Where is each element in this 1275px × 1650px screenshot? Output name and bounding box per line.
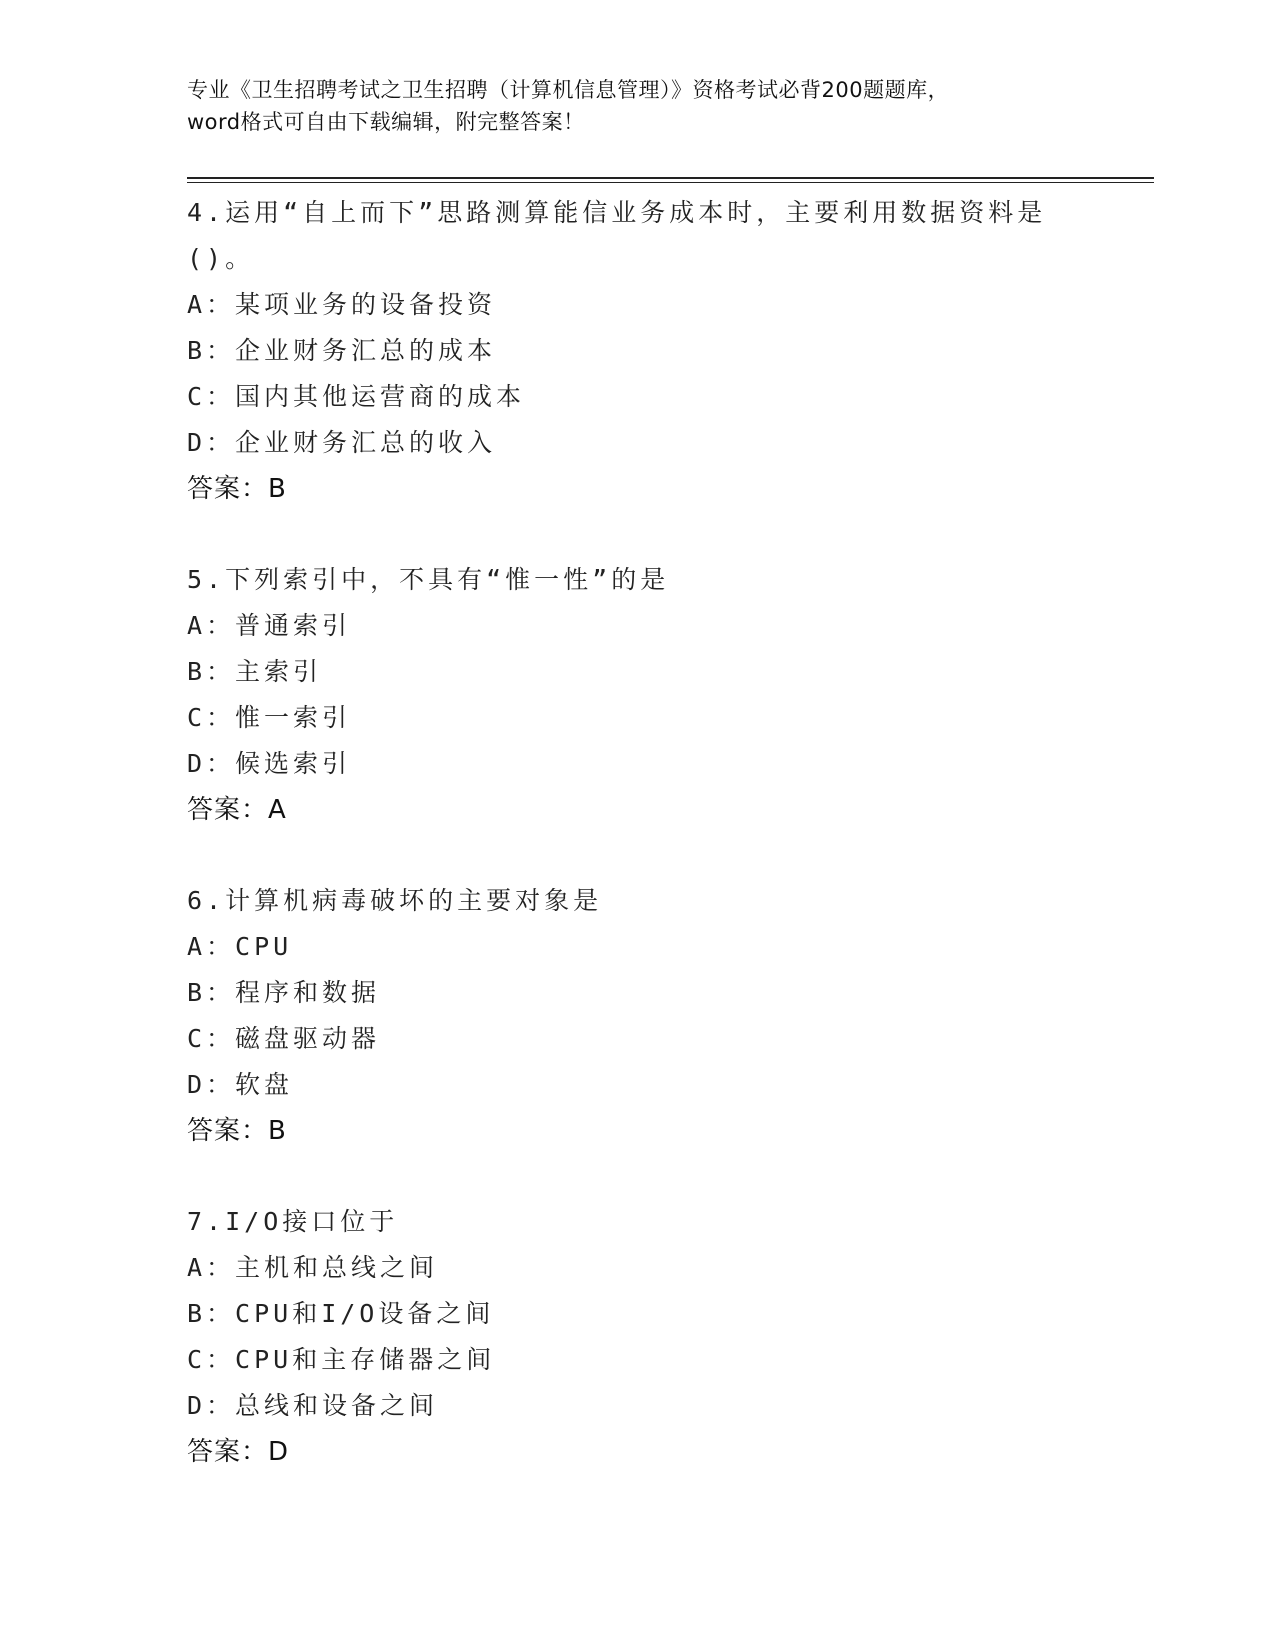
option-a: A：主机和总线之间 <box>187 1253 439 1282</box>
answer: 答案：B <box>187 1116 287 1146</box>
answer: 答案：A <box>187 795 287 825</box>
option-d: D：总线和设备之间 <box>187 1391 439 1420</box>
option-c: C：国内其他运营商的成本 <box>187 382 526 411</box>
question-list <box>187 190 1147 1520</box>
question-5 <box>187 557 1147 833</box>
header-divider-thin <box>187 182 1154 183</box>
option-c: C：CPU和主存储器之间 <box>187 1345 496 1374</box>
option-b: B：CPU和I/O设备之间 <box>187 1299 495 1328</box>
question-stem: 4.运用“自上而下”思路测算能信业务成本时，主要利用数据资料是 <box>187 198 1047 227</box>
question-7 <box>187 1199 1147 1475</box>
option-b: B：程序和数据 <box>187 978 381 1007</box>
header-line-2: word格式可自由下载编辑，附完整答案！ <box>187 110 585 134</box>
option-a: A：CPU <box>187 932 293 961</box>
option-d: D：软盘 <box>187 1070 294 1099</box>
option-a: A：某项业务的设备投资 <box>187 290 497 319</box>
answer: 答案：D <box>187 1437 290 1467</box>
option-d: D：企业财务汇总的收入 <box>187 428 497 457</box>
option-a: A：普通索引 <box>187 611 352 640</box>
question-6 <box>187 878 1147 1154</box>
header-divider-thick <box>187 177 1154 179</box>
document-header <box>187 74 1087 138</box>
question-4 <box>187 190 1147 512</box>
option-b: B：企业财务汇总的成本 <box>187 336 497 365</box>
option-c: C：磁盘驱动器 <box>187 1024 381 1053</box>
header-line-1: 专业《卫生招聘考试之卫生招聘（计算机信息管理）》资格考试必背200题题库， <box>187 78 950 102</box>
question-stem: 5.下列索引中，不具有“惟一性”的是 <box>187 565 670 594</box>
answer: 答案：B <box>187 474 287 504</box>
question-stem-continued: ()。 <box>187 244 255 273</box>
option-b: B：主索引 <box>187 657 323 686</box>
question-stem: 7.I/O接口位于 <box>187 1207 399 1236</box>
option-d: D：候选索引 <box>187 749 352 778</box>
question-stem: 6.计算机病毒破坏的主要对象是 <box>187 886 603 915</box>
option-c: C：惟一索引 <box>187 703 352 732</box>
